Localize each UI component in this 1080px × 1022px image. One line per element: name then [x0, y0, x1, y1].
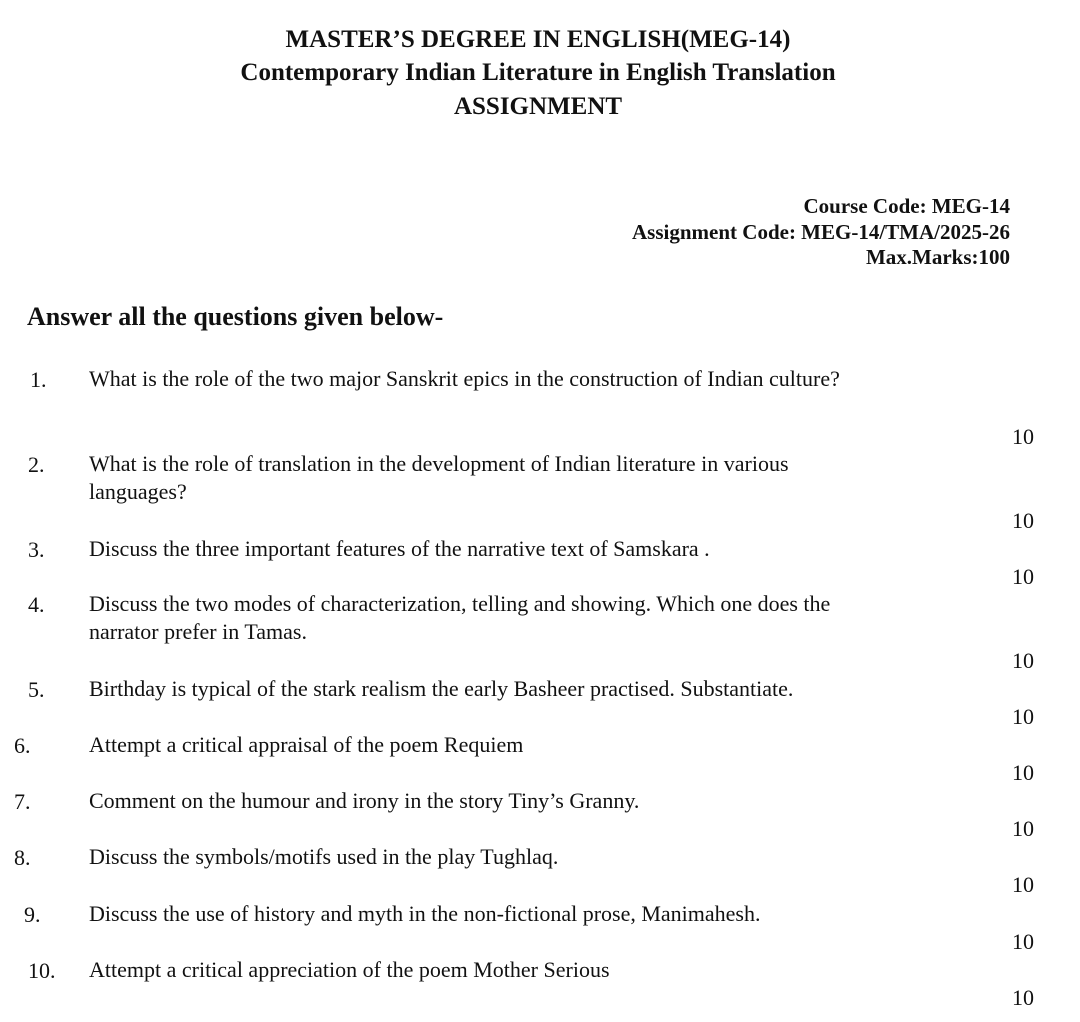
assignment-code: Assignment Code: MEG-14/TMA/2025-26: [632, 220, 1010, 244]
course-code: Course Code: MEG-14: [803, 194, 1010, 218]
question-marks: 10: [1012, 424, 1034, 449]
question-text: Discuss the two modes of characterization, telling and showing. Which one does the narrator prefer in Tamas.: [89, 591, 831, 644]
question-marks: 10: [1012, 508, 1034, 533]
question-number: 3.: [28, 537, 45, 562]
max-marks: Max.Marks:100: [865, 245, 1010, 269]
question-marks: 10: [1012, 816, 1034, 841]
instructions: Answer all the questions given below-: [27, 302, 444, 331]
question-marks: 10: [1012, 648, 1034, 673]
question-number: 6.: [14, 733, 31, 758]
question-number: 8.: [14, 845, 31, 870]
question-marks: 10: [1012, 929, 1034, 954]
question-marks: 10: [1012, 760, 1034, 785]
degree-title: MASTER’S DEGREE IN ENGLISH(MEG-14): [285, 26, 791, 53]
question-number: 4.: [28, 592, 45, 617]
question-number: 10.: [28, 958, 56, 983]
question-marks: 10: [1012, 564, 1034, 589]
question-number: 1.: [30, 367, 47, 392]
question-text: What is the role of translation in the development of Indian literature in various languages?: [89, 451, 789, 504]
question-text: What is the role of the two major Sanskrit epics in the construction of Indian culture?: [89, 366, 840, 391]
question-number: 2.: [28, 452, 45, 477]
question-text: Discuss the use of history and myth in the non-fictional prose, Manimahesh.: [89, 901, 761, 926]
document-type-heading: ASSIGNMENT: [453, 93, 623, 120]
question-marks: 10: [1012, 985, 1034, 1010]
question-number: 5.: [28, 677, 45, 702]
question-text: Discuss the symbols/motifs used in the play Tughlaq.: [89, 844, 559, 869]
question-text: Attempt a critical appraisal of the poem Requiem: [89, 732, 524, 757]
question-number: 7.: [14, 789, 31, 814]
course-title: Contemporary Indian Literature in English Translation: [240, 59, 836, 86]
question-text: Comment on the humour and irony in the story Tiny’s Granny.: [89, 788, 640, 813]
question-text: Birthday is typical of the stark realism the early Basheer practised. Substantiate.: [89, 676, 794, 701]
question-text: Attempt a critical appreciation of the poem Mother Serious: [89, 957, 610, 982]
question-marks: 10: [1012, 704, 1034, 729]
question-text: Discuss the three important features of the narrative text of Samskara .: [89, 536, 710, 561]
question-marks: 10: [1012, 872, 1034, 897]
question-number: 9.: [24, 902, 41, 927]
